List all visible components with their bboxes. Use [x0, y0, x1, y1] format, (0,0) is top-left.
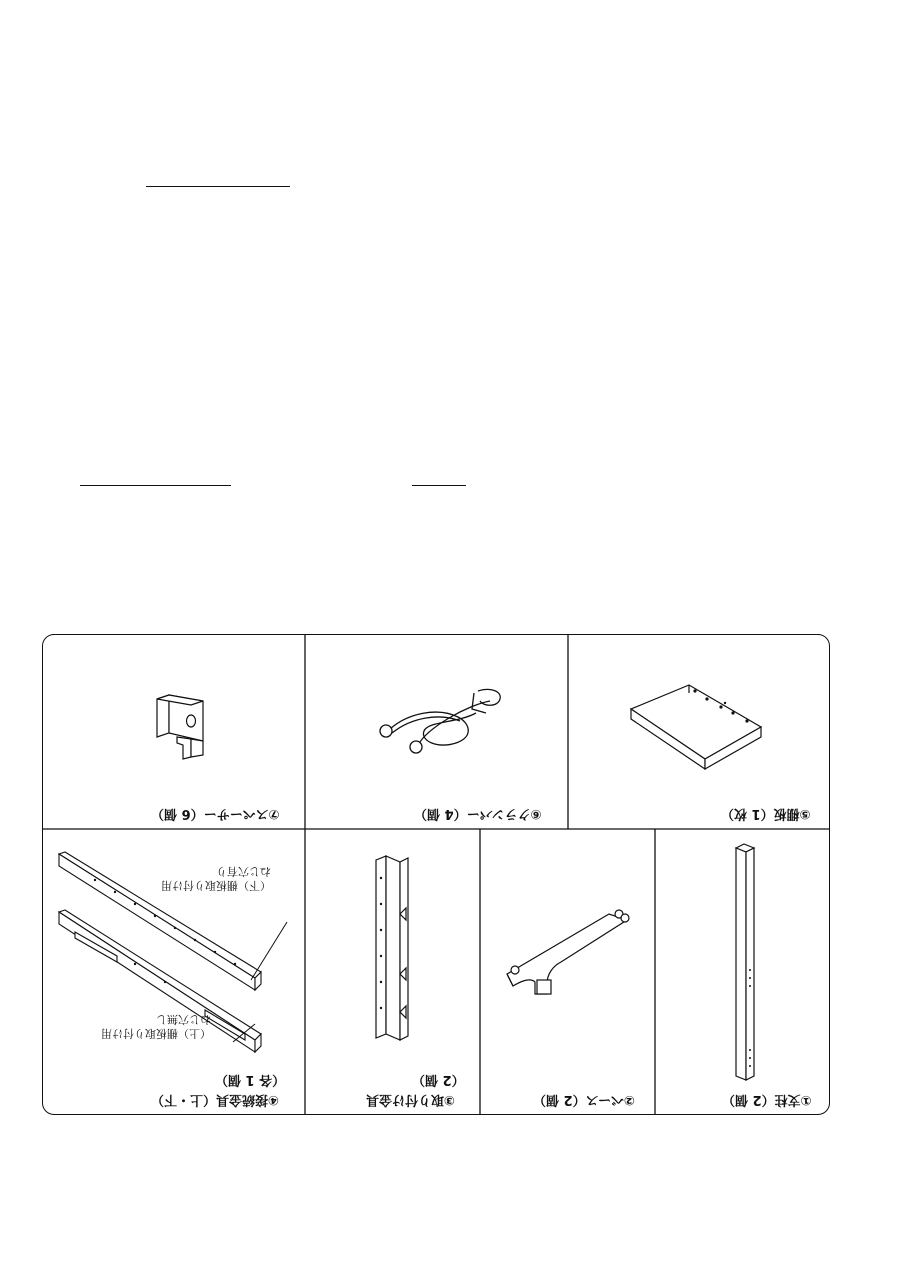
part-cell-shelf-board	[569, 635, 831, 830]
caption-shelf-board: ⑤棚板（1 枚）	[721, 806, 811, 821]
callout-upper-line-1: （下）棚板取り付け用	[161, 879, 271, 892]
shelf-board-drawing	[629, 673, 779, 773]
callout-lower	[101, 1012, 211, 1040]
callout-upper	[161, 864, 271, 892]
count-mounting-bracket: （2 個）	[412, 1072, 465, 1087]
part-cell-mounting-bracket	[306, 830, 481, 1116]
callout-lower-line-2: ねじ穴無し	[156, 1013, 211, 1026]
part-cell-post	[656, 830, 831, 1116]
part-cell-base	[481, 830, 656, 1116]
mounting-bracket-drawing	[370, 854, 420, 1054]
caption-connecting-bracket: ④接続金具（上・下）	[151, 1092, 280, 1107]
count-connecting-bracket: （各 1 個）	[215, 1072, 286, 1087]
part-cell-spacer	[43, 635, 306, 830]
base-drawing	[501, 900, 641, 1010]
blank-line-3	[412, 485, 466, 486]
part-cell-connecting-bracket	[43, 830, 306, 1116]
clamper-drawing	[378, 683, 518, 763]
part-cell-clamper	[306, 635, 569, 830]
caption-clamper: ⑥クランパー（4 個）	[414, 806, 542, 821]
parts-list-table	[42, 634, 830, 1115]
post-drawing	[732, 842, 772, 1092]
callout-upper-line-2: ねじ穴有り	[216, 865, 271, 878]
callout-lower-line-1: （上）棚板取り付け用	[101, 1027, 211, 1040]
blank-line-2	[80, 485, 231, 486]
caption-post: ①支柱（2 個）	[722, 1092, 812, 1107]
caption-mounting-bracket: ③取り付け金具	[366, 1092, 456, 1107]
caption-base: ②ベース（2 個）	[533, 1092, 635, 1107]
spacer-drawing	[139, 693, 239, 773]
caption-spacer: ⑦スペーサー（6 個）	[151, 806, 280, 821]
blank-line-1	[146, 186, 290, 187]
